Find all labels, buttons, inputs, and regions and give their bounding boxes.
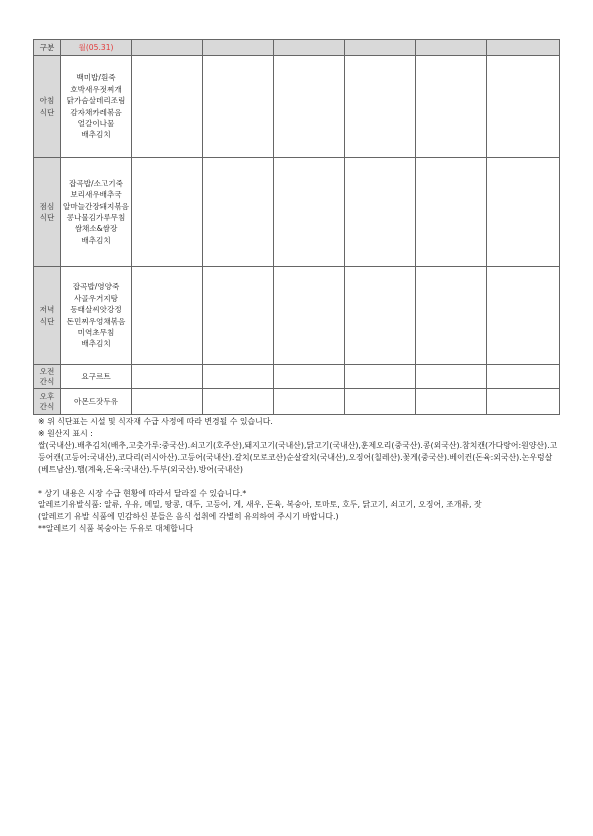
dish: 동태살씨앗강정: [70, 305, 122, 315]
dish: 얼갈이나물: [77, 118, 115, 128]
meal-table: [33, 39, 560, 415]
meal-label: 점심 식단: [39, 201, 55, 222]
empty-cell: [487, 365, 560, 389]
notes-section: [38, 416, 558, 535]
allergen-substitution: **알레르기 식품 복숭아는 두유로 대체합니다: [38, 524, 194, 534]
empty-cell: [203, 56, 274, 158]
empty-cell: [203, 158, 274, 267]
dish: 배추김치: [81, 235, 111, 245]
afternoon-snack-dishes: [61, 389, 132, 415]
empty-cell: [487, 389, 560, 415]
empty-cell: [274, 56, 345, 158]
morning-snack-row: [34, 365, 560, 389]
header-row: [34, 40, 560, 56]
empty-cell: [345, 56, 416, 158]
lunch-dishes: [61, 158, 132, 267]
dish: 미역초무침: [77, 327, 115, 337]
dish: 알마늘간장돼지볶음: [62, 201, 130, 211]
dish: 닭가슴살데리조림: [66, 96, 126, 106]
morning-snack-dishes: [61, 365, 132, 389]
empty-cell: [345, 389, 416, 415]
empty-cell: [416, 56, 487, 158]
breakfast-row: [34, 56, 560, 158]
meal-label: 저녁 식단: [39, 305, 55, 326]
dish: 잡곡밥/소고기죽: [69, 178, 123, 188]
meal-label-afternoon-snack: [34, 389, 61, 415]
empty-cell: [132, 389, 203, 415]
empty-cell: [132, 365, 203, 389]
empty-cell: [132, 56, 203, 158]
dish: 사골우거지탕: [73, 293, 118, 303]
dish: 돈민찌우엉채볶음: [66, 316, 126, 326]
empty-header-cell: [203, 40, 274, 56]
supply-notice: * 상기 내용은 시장 수급 현황에 따라서 달라질 수 있습니다.*: [38, 488, 247, 498]
empty-header-cell: [132, 40, 203, 56]
empty-header-cell: [345, 40, 416, 56]
dinner-row: [34, 267, 560, 365]
empty-cell: [487, 267, 560, 365]
dish: 콩나물김가루무침: [66, 213, 126, 222]
meal-label: 오후 간식: [39, 391, 55, 411]
empty-cell: [345, 267, 416, 365]
dish: 요구르트: [81, 371, 111, 381]
empty-cell: [203, 267, 274, 365]
spacer: [38, 476, 558, 488]
notice-change: ※ 위 식단표는 시설 및 식자재 수급 사정에 따라 변경될 수 있습니다.: [38, 417, 273, 426]
empty-cell: [416, 267, 487, 365]
date-header: 월(05.31): [61, 40, 132, 56]
origin-title: ※ 원산지 표시 :: [38, 428, 93, 438]
dish: 보리새우배추국: [70, 190, 122, 200]
allergen-caution: (알레르기 유발 식품에 민감하신 분들은 음식 섭취에 각별히 유의하여 주시기 바랍니다.): [38, 512, 339, 522]
empty-cell: [416, 389, 487, 415]
empty-cell: [416, 158, 487, 267]
empty-cell: [416, 365, 487, 389]
dish: 감자채카레볶음: [70, 107, 122, 117]
empty-cell: [132, 158, 203, 267]
empty-header-cell: [416, 40, 487, 56]
empty-cell: [345, 365, 416, 389]
meal-label-dinner: [34, 267, 61, 365]
empty-cell: [487, 56, 560, 158]
dish: 잡곡밥/영양죽: [72, 282, 120, 292]
lunch-row: [34, 158, 560, 267]
dinner-dishes: [61, 267, 132, 365]
meal-label-lunch: [34, 158, 61, 267]
empty-header-cell: [274, 40, 345, 56]
empty-cell: [345, 158, 416, 267]
empty-cell: [274, 267, 345, 365]
empty-cell: [203, 365, 274, 389]
empty-cell: [487, 158, 560, 267]
dish: 호박새우젓찌개: [70, 84, 122, 94]
dish: 배추김치: [81, 339, 111, 349]
meal-label-morning-snack: [34, 365, 61, 389]
breakfast-dishes: [61, 56, 132, 158]
meal-label: 오전 간식: [39, 366, 55, 386]
allergen-list: 알레르기유발식품: 알류, 우유, 메밀, 땅콩, 대두, 고등어, 게, 새우, 돈육, 복숭아, 토마토, 호두, 닭고기, 쇠고기, 오징어, 조개류, 잣: [38, 500, 482, 510]
dish: 배추김치: [81, 130, 111, 140]
afternoon-snack-row: [34, 389, 560, 415]
origin-list: 쌀(국내산).배추김치(배추,고춧가루:중국산).쇠고기(호주산),돼지고기(국내산),닭고기(국내산),훈제오리(중국산).콩(외국산).참치캔(가다랑어:원양산).고등어캔(고등어:국내산),코다리(러시아산).고등어(국내산).갈치(모로코산)순살갈치(국내산),오징어(칠레산).꽃게(중국산).베이컨(돈육:외국산).논우렁살(베트남산).햄(계육,돈육:국내산).두부(외국산).방어(국내산): [38, 440, 558, 474]
dish: 백미밥/흰죽: [76, 73, 116, 83]
empty-cell: [274, 158, 345, 267]
dish: 쌈채소&쌈장: [74, 224, 118, 234]
empty-header-cell: [487, 40, 560, 56]
empty-cell: [203, 389, 274, 415]
empty-cell: [132, 267, 203, 365]
meal-label-breakfast: [34, 56, 61, 158]
dish: 아몬드잣두유: [73, 396, 118, 406]
empty-cell: [274, 389, 345, 415]
empty-cell: [274, 365, 345, 389]
category-header: 구분: [34, 40, 61, 56]
meal-label: 아침 식단: [39, 96, 55, 117]
